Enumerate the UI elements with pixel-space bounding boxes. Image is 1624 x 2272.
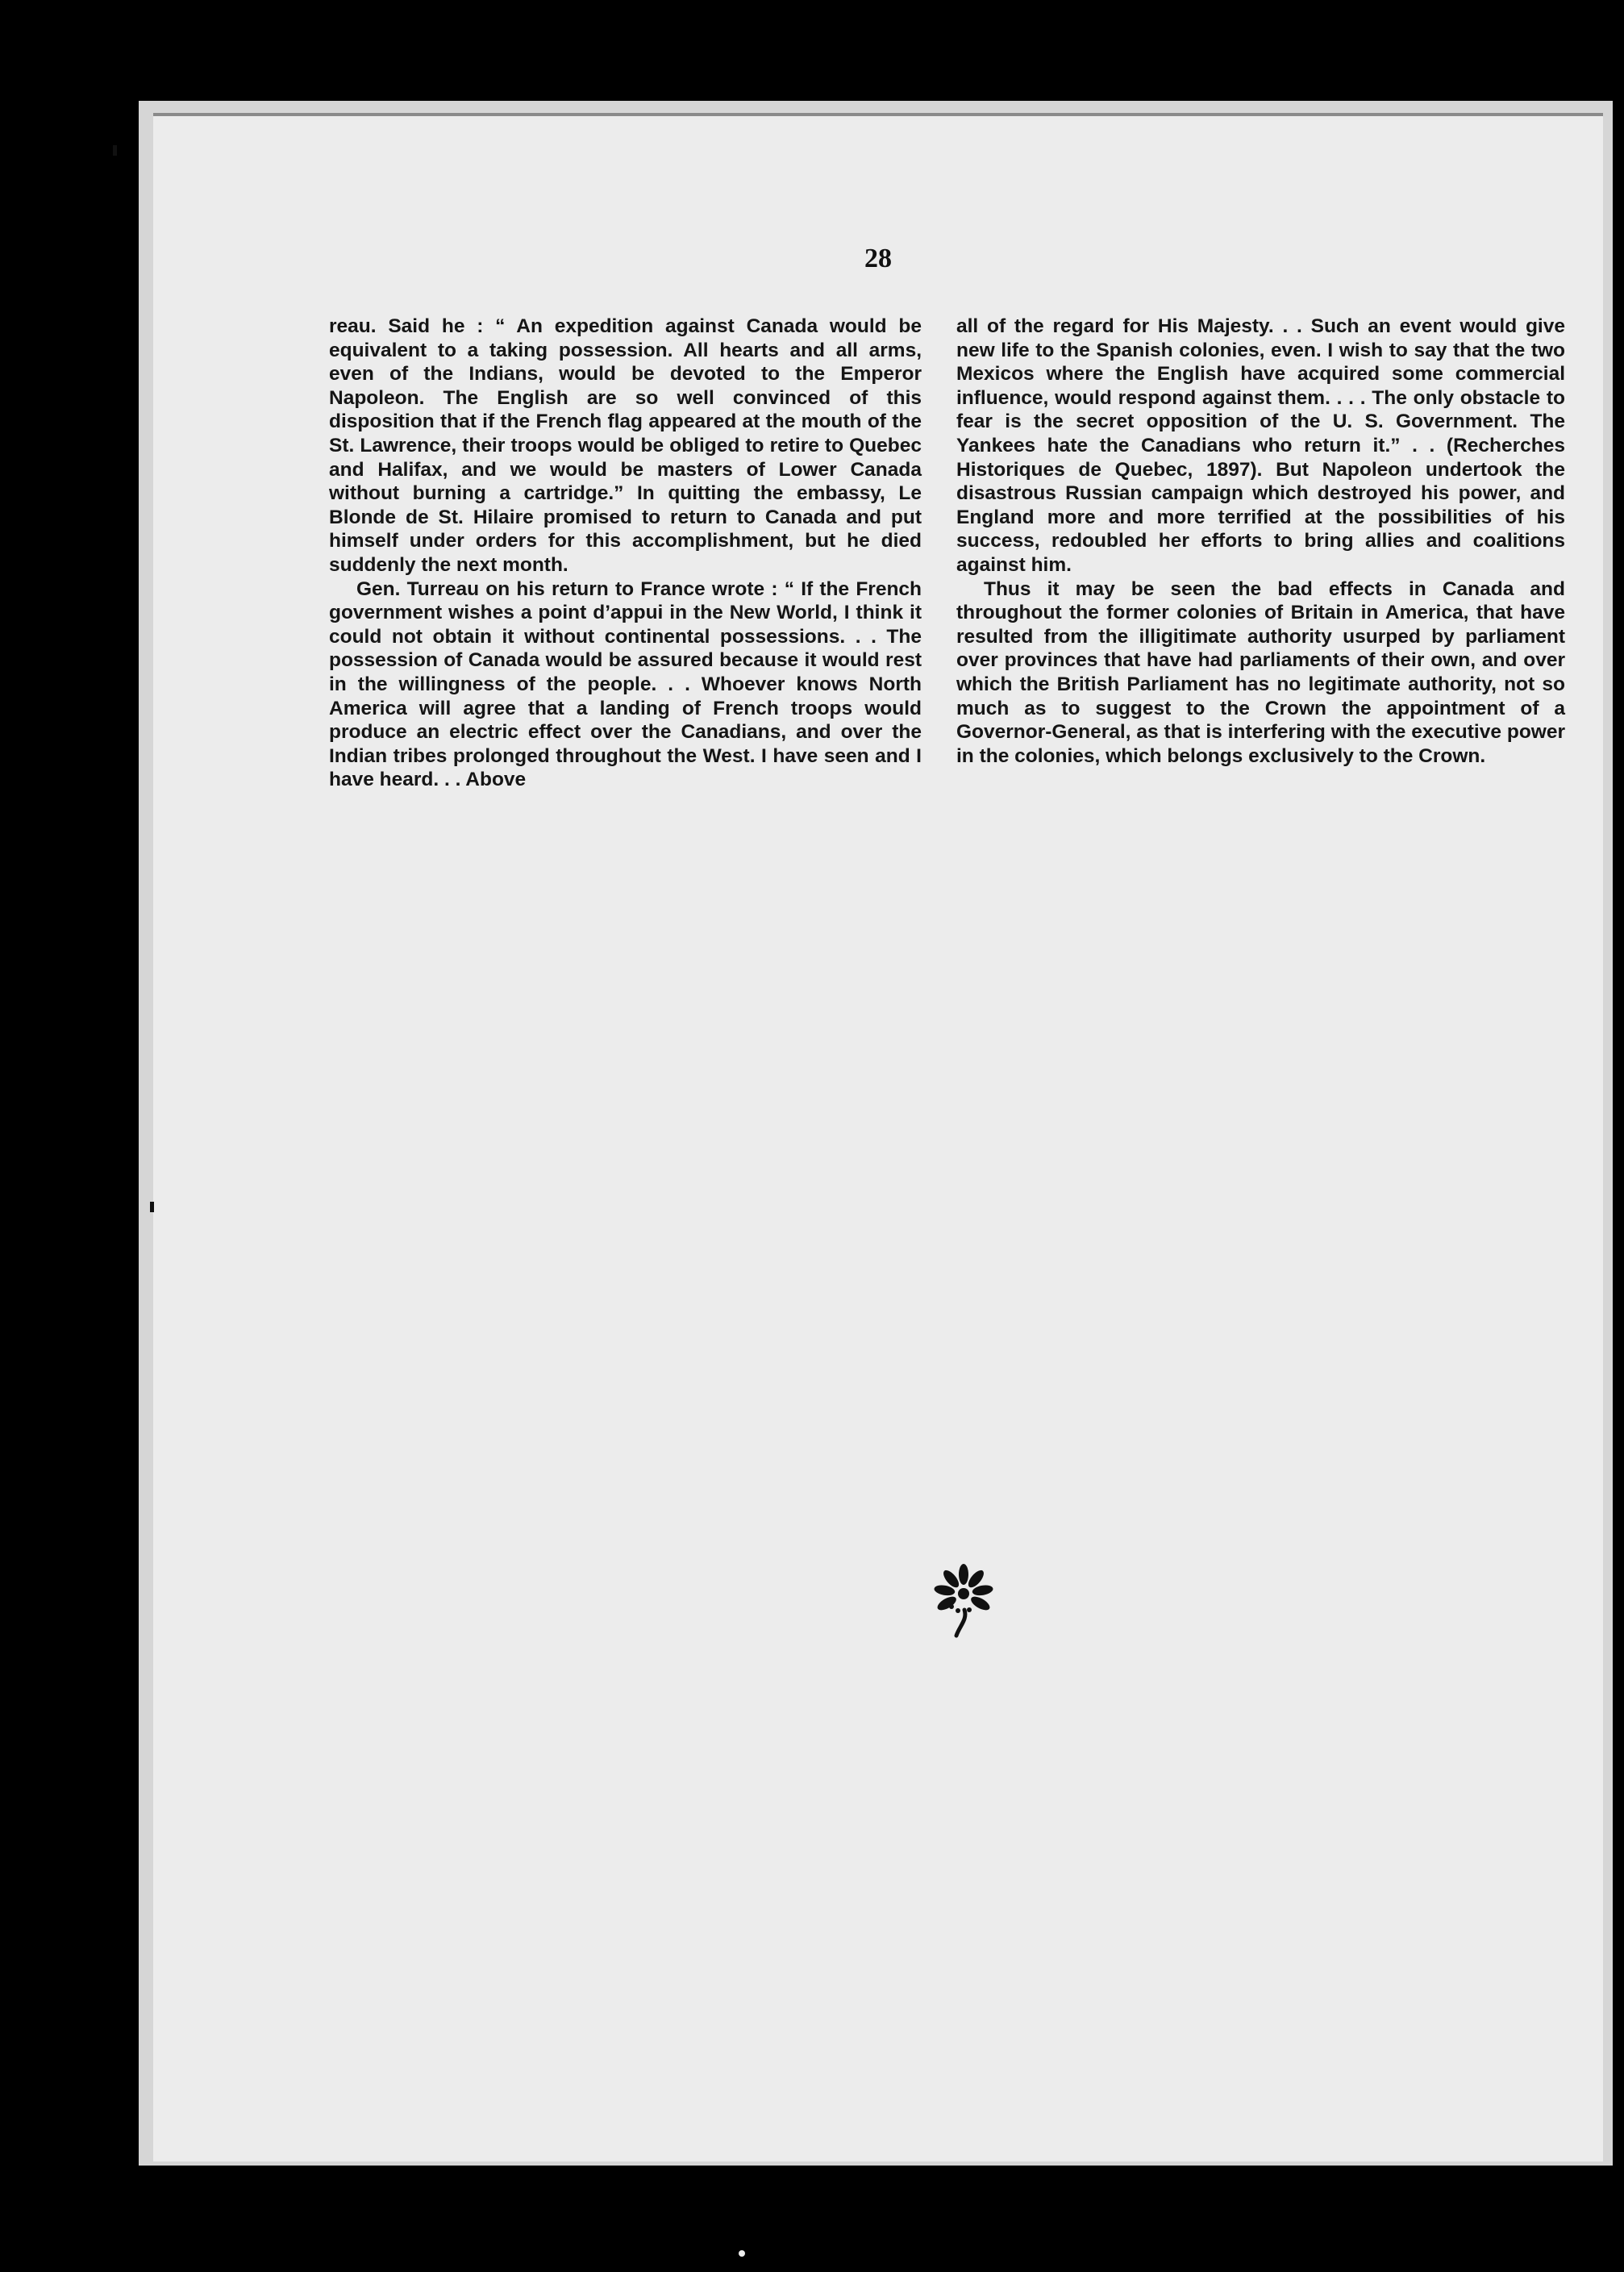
margin-speck xyxy=(113,145,117,156)
paragraph: reau. Said he : “ An expedition against Canada would be equivalent to a taking possession. All hearts and all arms, even of the Indians, would be devoted to the Emperor Napoleon. The English are so well convinced of this disposition that if the French flag appeared at the mouth of the St. Lawrence, their troops would be obliged to retire to Quebec and Halifax, and we would be masters of Lower Canada without burning a cartridge.” In quitting the embassy, Le Blonde de St. Hilaire promised to return to Canada and put himself under orders for this accomplishment, but he died suddenly the next month. xyxy=(329,315,922,576)
paragraph: all of the regard for His Majesty. . . Such an event would give new life to the Spanish colonies, even. I wish to say that the two Mexicos where the English have acquired some commercial influence, would respond against them. . . . The only obstacle to fear is the secret opposition of the U. S. Government. The Yankees hate the Canadians who return it.” . . (Recherches Historiques de Quebec, 1897). But Napoleon undertook the disastrous Russian campaign which destroyed his power, and England more and more terrified at the possibilities of his success, redoubled her efforts to bring allies and coalitions against him. xyxy=(956,315,1565,576)
page-number: 28 xyxy=(864,244,892,273)
left-column xyxy=(329,315,922,792)
bottom-speck xyxy=(739,2250,745,2257)
right-column xyxy=(956,315,1565,768)
top-rule xyxy=(153,113,1603,116)
margin-speck xyxy=(150,1202,154,1212)
flower-ornament-icon xyxy=(919,1557,1008,1645)
paragraph: Gen. Turreau on his return to France wrote : “ If the French government wishes a point d’appui in the New World, I think it could not obtain it without continental possessions. . . The possession of Canada would be assured because it would rest in the willingness of the people. . . Whoever knows North America will agree that a landing of French troops would produce an electric effect over the Canadians, and over the Indian tribes prolonged throughout the West. I have seen and I have heard. . . Above xyxy=(329,577,922,791)
paragraph: Thus it may be seen the bad effects in Canada and throughout the former colonies of Britain in America, that have resulted from the illigitimate authority usurped by parliament over provinces that have had parliaments of their own, and over which the British Parliament has no legitimate authority, not so much as to suggest to the Crown the appointment of a Governor-General, as that is interfering with the executive power in the colonies, which belongs exclusively to the Crown. xyxy=(956,577,1565,767)
scanned-page xyxy=(153,113,1603,2162)
